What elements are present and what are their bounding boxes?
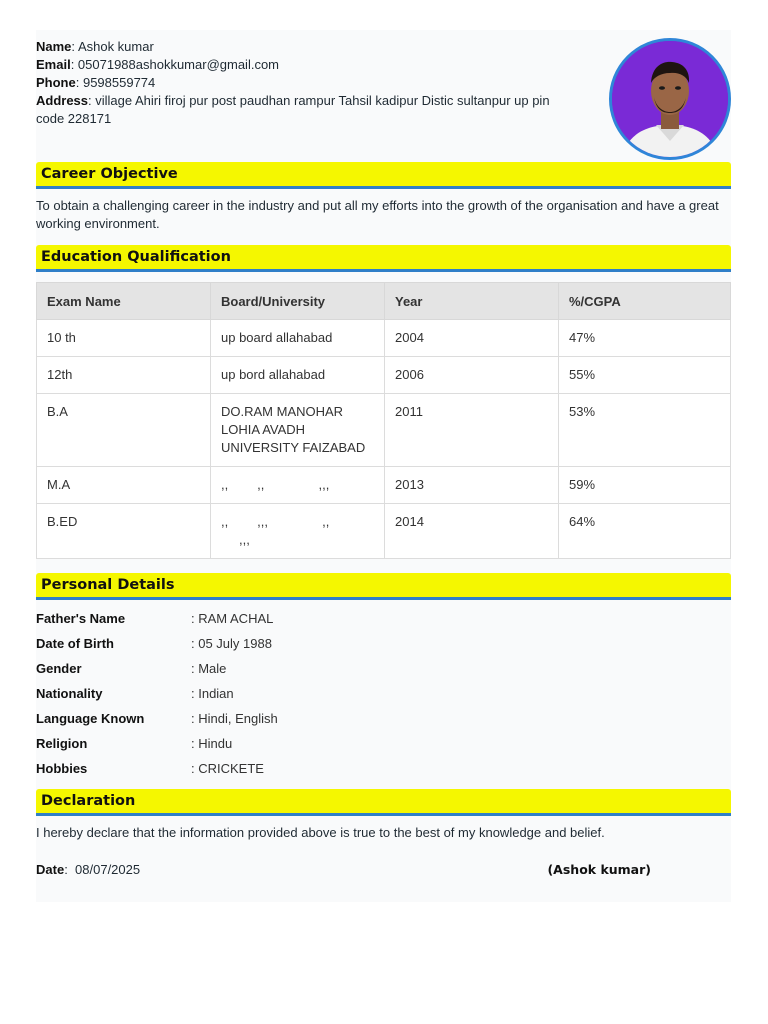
personal-details-list: [36, 600, 731, 785]
personal-row-hobbies: [36, 756, 731, 781]
field-value: : Hindi, English: [191, 711, 278, 726]
declaration-text: I hereby declare that the information provided above is true to the best of my knowledge and belief.: [36, 825, 605, 840]
field-label: Religion: [36, 736, 88, 751]
table-row: [37, 320, 731, 357]
header-board: Board/University: [211, 283, 385, 320]
header-exam-name: Exam Name: [37, 283, 211, 320]
personal-row-gender: [36, 656, 731, 681]
table-row: [37, 467, 731, 504]
signature-footer: [36, 850, 731, 890]
personal-row-father: [36, 606, 731, 631]
email-value: 05071988ashokkumar@gmail.com: [77, 57, 280, 72]
percent-cell: 59%: [559, 467, 731, 504]
year-cell: 2013: [385, 467, 559, 504]
percent-cell: 55%: [559, 357, 731, 394]
personal-row-language: [36, 706, 731, 731]
career-objective-text: To obtain a challenging career in the industry and put all my efforts into the growth of the organisation and have a great working environment.: [36, 198, 719, 231]
year-cell: 2011: [385, 394, 559, 467]
board-cell: ,, ,,, ,, ,,,: [211, 504, 385, 559]
date-value: 08/07/2025: [75, 862, 141, 877]
person-portrait-icon: [612, 41, 728, 157]
contact-name: Name: Ashok kumar: [36, 39, 154, 54]
career-objective-heading: Career Objective: [36, 162, 731, 189]
field-value: : CRICKETE: [191, 761, 264, 776]
year-cell: 2004: [385, 320, 559, 357]
education-heading: Education Qualification: [36, 245, 731, 272]
percent-cell: 64%: [559, 504, 731, 559]
resume-page: [36, 30, 731, 902]
table-row: [37, 357, 731, 394]
exam-cell: B.A: [37, 394, 211, 467]
field-label: Date of Birth: [36, 636, 114, 651]
percent-cell: 53%: [559, 394, 731, 467]
personal-row-religion: [36, 731, 731, 756]
declaration-heading: Declaration: [36, 789, 731, 816]
field-value: : Male: [191, 661, 227, 676]
table-row: [37, 394, 731, 467]
field-value: : RAM ACHAL: [191, 611, 274, 626]
header-year: Year: [385, 283, 559, 320]
exam-cell: M.A: [37, 467, 211, 504]
field-value: : 05 July 1988: [191, 636, 272, 651]
board-cell: up board allahabad: [211, 320, 385, 357]
field-label: Nationality: [36, 686, 103, 701]
percent-cell: 47%: [559, 320, 731, 357]
field-label: Gender: [36, 661, 82, 676]
contact-phone: Phone: 9598559774: [36, 75, 156, 90]
personal-row-nationality: [36, 681, 731, 706]
resume-header: [36, 30, 731, 158]
personal-row-dob: [36, 631, 731, 656]
personal-details-heading: Personal Details: [36, 573, 731, 600]
contact-address: Address: village Ahiri firoj pur post paudhan rampur Tahsil kadipur Distic sultanpur up pin code 228171: [36, 93, 550, 126]
exam-cell: B.ED: [37, 504, 211, 559]
date-line: Date: 08/07/2025: [36, 862, 141, 877]
contact-block: [36, 38, 576, 128]
field-label: Language Known: [36, 711, 145, 726]
contact-email: Email: 05071988ashokkumar@gmail.com: [36, 57, 280, 72]
signature-name: (Ashok kumar): [547, 862, 651, 877]
board-cell: DO.RAM MANOHAR LOHIA AVADH UNIVERSITY FAIZABAD: [211, 394, 385, 467]
field-value: : Hindu: [191, 736, 233, 751]
exam-cell: 12th: [37, 357, 211, 394]
field-label: Father's Name: [36, 611, 126, 626]
education-header-row: [37, 283, 731, 320]
field-value: : Indian: [191, 686, 234, 701]
name-value: Ashok kumar: [77, 39, 154, 54]
table-row: [37, 504, 731, 559]
year-cell: 2006: [385, 357, 559, 394]
field-label: Hobbies: [36, 761, 88, 776]
profile-photo: [609, 38, 731, 160]
board-cell: ,, ,, ,,,: [211, 467, 385, 504]
phone-value: 9598559774: [82, 75, 156, 90]
year-cell: 2014: [385, 504, 559, 559]
education-table: [36, 282, 731, 559]
board-cell: up bord allahabad: [211, 357, 385, 394]
exam-cell: 10 th: [37, 320, 211, 357]
address-value: village Ahiri firoj pur post paudhan rampur Tahsil kadipur Distic sultanpur up pin code 228171: [36, 93, 550, 126]
header-percentage: %/CGPA: [559, 283, 731, 320]
